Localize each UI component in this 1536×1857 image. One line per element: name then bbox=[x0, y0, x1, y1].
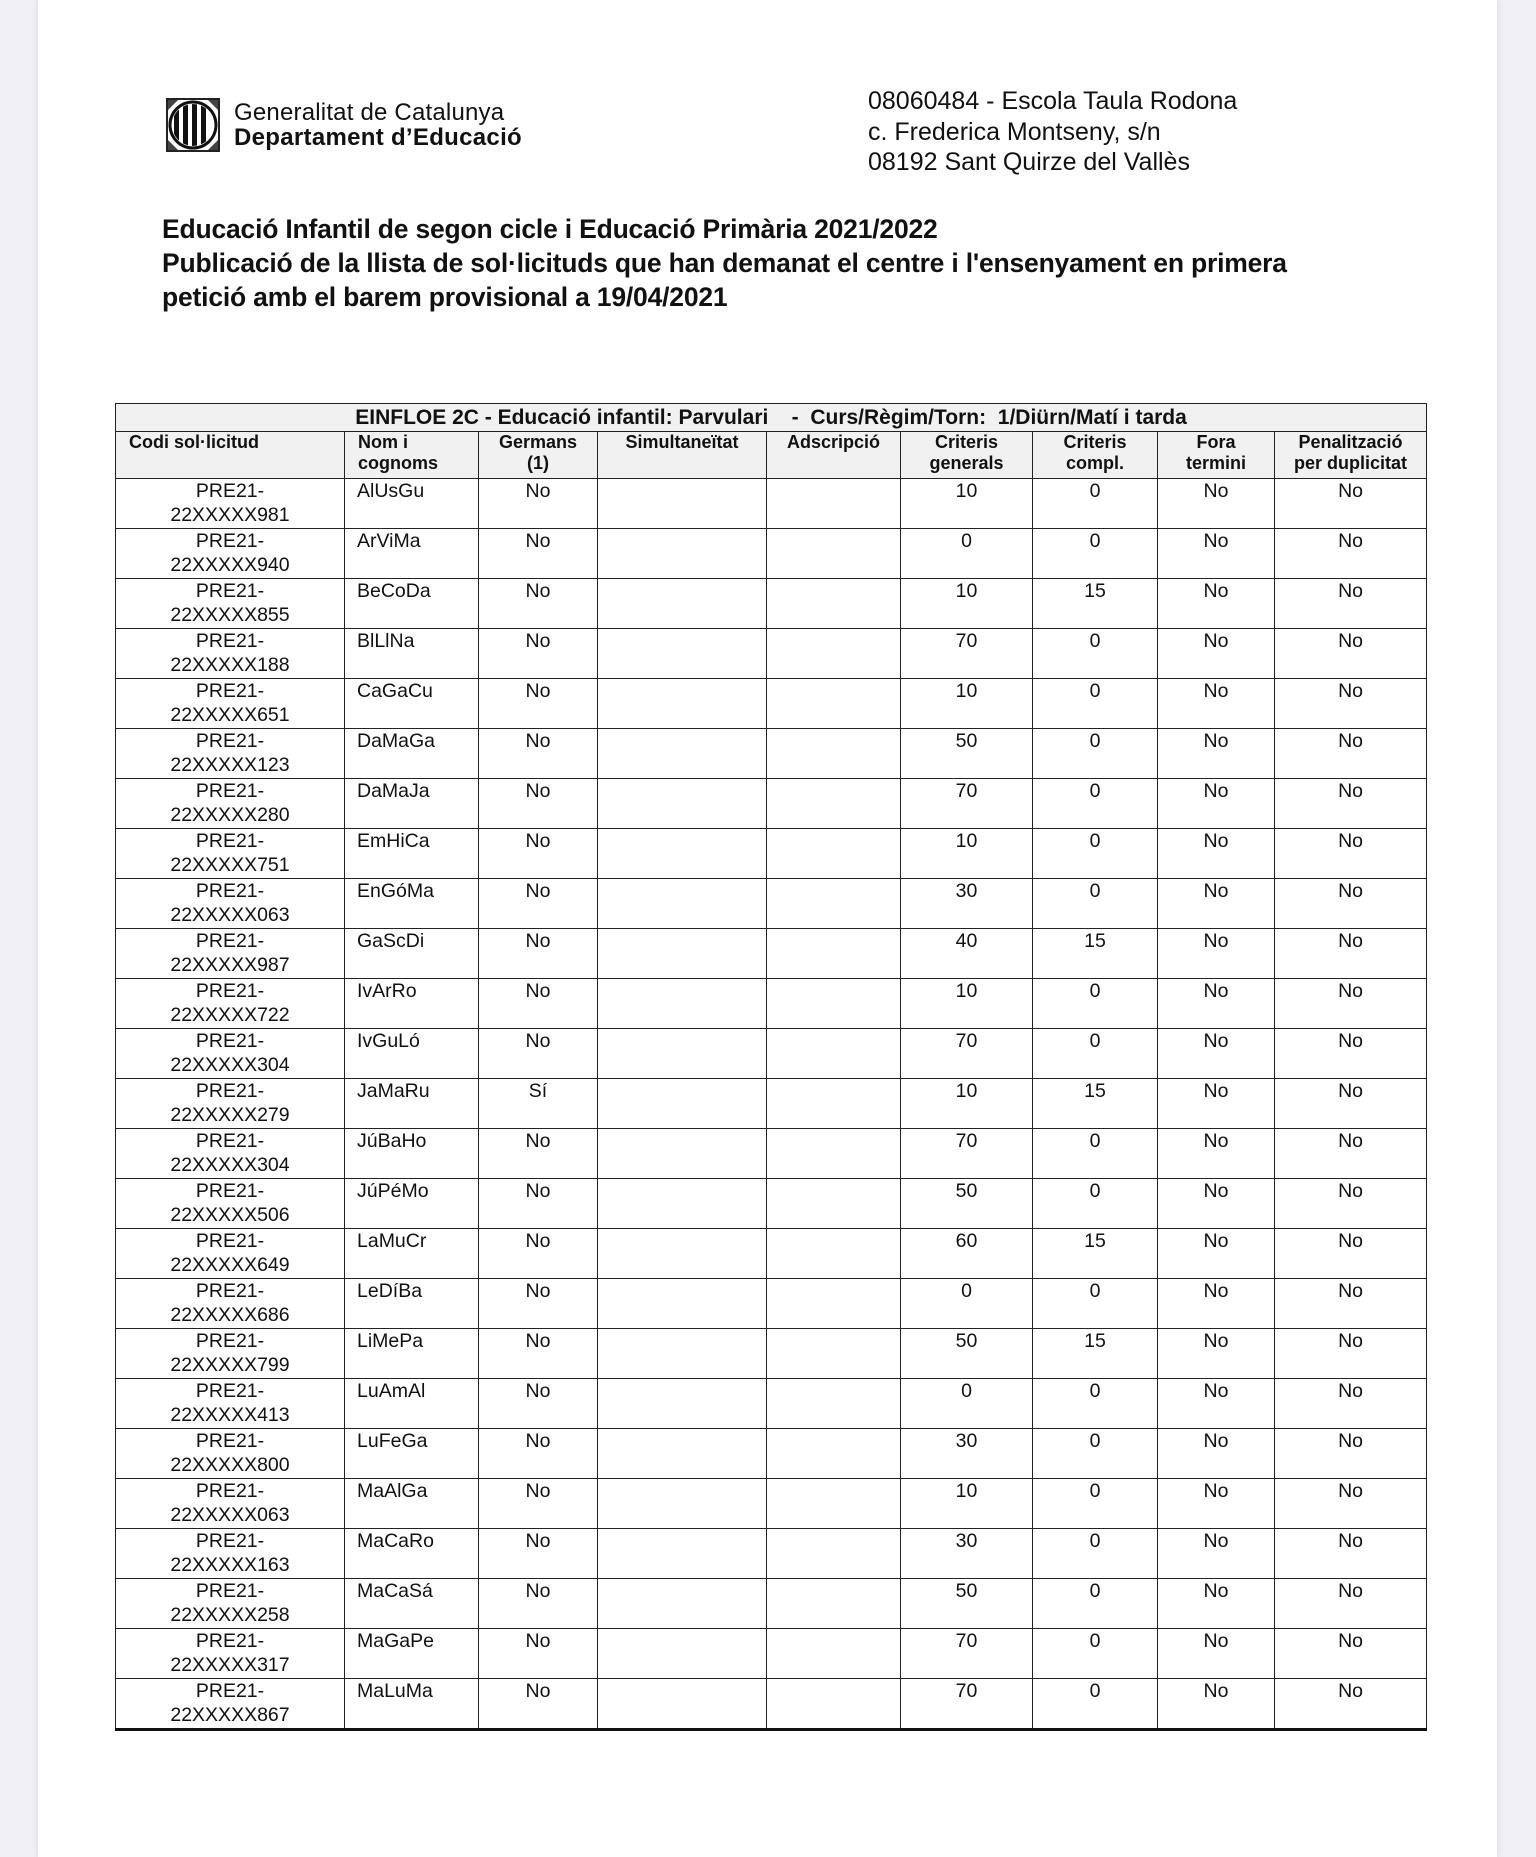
table-row bbox=[116, 629, 1427, 679]
cell-fora-termini: No bbox=[1158, 679, 1275, 729]
cell-codi-solicitud: PRE21- 22XXXXX855 bbox=[116, 579, 345, 629]
cell-codi-solicitud: PRE21- 22XXXXX304 bbox=[116, 1129, 345, 1179]
cell-codi-solicitud: PRE21- 22XXXXX317 bbox=[116, 1629, 345, 1679]
column-header-line2: per duplicitat bbox=[1294, 453, 1408, 473]
cell-fora-termini: No bbox=[1158, 979, 1275, 1029]
column-header bbox=[116, 432, 345, 479]
cell-germans: No bbox=[479, 1629, 598, 1679]
cell-fora-termini: No bbox=[1158, 1079, 1275, 1129]
cell-nom-cognoms: MaGaPe bbox=[345, 1629, 479, 1679]
cell-penalitzacio: No bbox=[1275, 1029, 1427, 1079]
cell-nom-cognoms: GaScDi bbox=[345, 929, 479, 979]
cell-simultaneitat bbox=[598, 1529, 767, 1579]
table-row bbox=[116, 1229, 1427, 1279]
cell-nom-cognoms: IvArRo bbox=[345, 979, 479, 1029]
table-row bbox=[116, 1579, 1427, 1629]
cell-adscripcio bbox=[767, 779, 901, 829]
cell-germans: No bbox=[479, 1379, 598, 1429]
cell-penalitzacio: No bbox=[1275, 979, 1427, 1029]
cell-criteris-generals: 40 bbox=[901, 929, 1033, 979]
cell-codi-solicitud: PRE21- 22XXXXX800 bbox=[116, 1429, 345, 1479]
cell-codi-solicitud: PRE21- 22XXXXX686 bbox=[116, 1279, 345, 1329]
cell-germans: No bbox=[479, 1179, 598, 1229]
cell-criteris-compl: 0 bbox=[1033, 1379, 1158, 1429]
column-header bbox=[598, 432, 767, 479]
column-header-line1: Codi sol·licitud bbox=[129, 432, 259, 452]
cell-nom-cognoms: LaMuCr bbox=[345, 1229, 479, 1279]
cell-germans: No bbox=[479, 1679, 598, 1730]
table-row bbox=[116, 529, 1427, 579]
cell-germans: No bbox=[479, 629, 598, 679]
column-header-line1: Simultaneïtat bbox=[625, 432, 739, 452]
table-row bbox=[116, 1029, 1427, 1079]
cell-fora-termini: No bbox=[1158, 729, 1275, 779]
cell-criteris-generals: 70 bbox=[901, 1629, 1033, 1679]
column-header-line1: Adscripció bbox=[786, 432, 881, 452]
table-row bbox=[116, 979, 1427, 1029]
cell-criteris-generals: 10 bbox=[901, 829, 1033, 879]
cell-simultaneitat bbox=[598, 1179, 767, 1229]
cell-criteris-generals: 10 bbox=[901, 479, 1033, 529]
cell-criteris-compl: 0 bbox=[1033, 829, 1158, 879]
cell-codi-solicitud: PRE21- 22XXXXX940 bbox=[116, 529, 345, 579]
cell-criteris-generals: 70 bbox=[901, 779, 1033, 829]
cell-fora-termini: No bbox=[1158, 779, 1275, 829]
applications-table bbox=[115, 403, 1427, 1731]
cell-codi-solicitud: PRE21- 22XXXXX280 bbox=[116, 779, 345, 829]
cell-penalitzacio: No bbox=[1275, 529, 1427, 579]
cell-penalitzacio: No bbox=[1275, 729, 1427, 779]
cell-nom-cognoms: CaGaCu bbox=[345, 679, 479, 729]
table-row bbox=[116, 1079, 1427, 1129]
cell-adscripcio bbox=[767, 1679, 901, 1730]
cell-fora-termini: No bbox=[1158, 1229, 1275, 1279]
cell-criteris-compl: 0 bbox=[1033, 1279, 1158, 1329]
document-title bbox=[162, 212, 1462, 314]
column-header-line1: Penalització bbox=[1298, 432, 1403, 452]
cell-fora-termini: No bbox=[1158, 1279, 1275, 1329]
cell-criteris-compl: 15 bbox=[1033, 579, 1158, 629]
cell-adscripcio bbox=[767, 979, 901, 1029]
cell-germans: No bbox=[479, 1279, 598, 1329]
cell-fora-termini: No bbox=[1158, 929, 1275, 979]
cell-criteris-compl: 0 bbox=[1033, 1679, 1158, 1730]
cell-adscripcio bbox=[767, 1279, 901, 1329]
cell-criteris-generals: 70 bbox=[901, 629, 1033, 679]
cell-penalitzacio: No bbox=[1275, 879, 1427, 929]
cell-nom-cognoms: LiMePa bbox=[345, 1329, 479, 1379]
cell-codi-solicitud: PRE21- 22XXXXX751 bbox=[116, 829, 345, 879]
cell-nom-cognoms: LuAmAl bbox=[345, 1379, 479, 1429]
cell-adscripcio bbox=[767, 729, 901, 779]
cell-criteris-compl: 0 bbox=[1033, 1179, 1158, 1229]
cell-criteris-generals: 70 bbox=[901, 1129, 1033, 1179]
cell-germans: No bbox=[479, 1479, 598, 1529]
cell-criteris-compl: 0 bbox=[1033, 529, 1158, 579]
cell-adscripcio bbox=[767, 529, 901, 579]
cell-fora-termini: No bbox=[1158, 1129, 1275, 1179]
cell-germans: No bbox=[479, 1529, 598, 1579]
cell-criteris-generals: 10 bbox=[901, 1079, 1033, 1129]
table-row bbox=[116, 1379, 1427, 1429]
cell-criteris-generals: 50 bbox=[901, 1579, 1033, 1629]
cell-simultaneitat bbox=[598, 1079, 767, 1129]
cell-penalitzacio: No bbox=[1275, 1529, 1427, 1579]
table-row bbox=[116, 1679, 1427, 1730]
cell-germans: No bbox=[479, 1229, 598, 1279]
school-street: c. Frederica Montseny, s/n bbox=[868, 117, 1161, 146]
table-row bbox=[116, 1179, 1427, 1229]
cell-criteris-generals: 10 bbox=[901, 979, 1033, 1029]
cell-criteris-generals: 70 bbox=[901, 1029, 1033, 1079]
cell-criteris-compl: 0 bbox=[1033, 629, 1158, 679]
cell-penalitzacio: No bbox=[1275, 1079, 1427, 1129]
school-city: 08192 Sant Quirze del Vallès bbox=[868, 148, 1190, 176]
cell-penalitzacio: No bbox=[1275, 1629, 1427, 1679]
logo-org-name: Generalitat de Catalunya bbox=[234, 99, 505, 126]
cell-germans: No bbox=[479, 729, 598, 779]
cell-criteris-compl: 0 bbox=[1033, 979, 1158, 1029]
cell-adscripcio bbox=[767, 1629, 901, 1679]
cell-germans: No bbox=[479, 529, 598, 579]
cell-penalitzacio: No bbox=[1275, 1329, 1427, 1379]
cell-simultaneitat bbox=[598, 1479, 767, 1529]
column-header bbox=[1158, 432, 1275, 479]
cell-germans: Sí bbox=[479, 1079, 598, 1129]
cell-adscripcio bbox=[767, 1129, 901, 1179]
cell-codi-solicitud: PRE21- 22XXXXX651 bbox=[116, 679, 345, 729]
title-line-1: Educació Infantil de segon cicle i Educació Primària 2021/2022 bbox=[162, 214, 938, 244]
cell-germans: No bbox=[479, 1129, 598, 1179]
table-row bbox=[116, 1629, 1427, 1679]
cell-codi-solicitud: PRE21- 22XXXXX163 bbox=[116, 1529, 345, 1579]
cell-penalitzacio: No bbox=[1275, 1179, 1427, 1229]
cell-criteris-generals: 10 bbox=[901, 679, 1033, 729]
cell-germans: No bbox=[479, 579, 598, 629]
cell-fora-termini: No bbox=[1158, 529, 1275, 579]
cell-germans: No bbox=[479, 1029, 598, 1079]
column-header bbox=[1275, 432, 1427, 479]
cell-nom-cognoms: DaMaGa bbox=[345, 729, 479, 779]
cell-simultaneitat bbox=[598, 679, 767, 729]
cell-simultaneitat bbox=[598, 529, 767, 579]
cell-codi-solicitud: PRE21- 22XXXXX188 bbox=[116, 629, 345, 679]
cell-adscripcio bbox=[767, 1429, 901, 1479]
cell-nom-cognoms: EmHiCa bbox=[345, 829, 479, 879]
cell-nom-cognoms: MaLuMa bbox=[345, 1679, 479, 1730]
cell-simultaneitat bbox=[598, 1229, 767, 1279]
column-header-line1: Germans bbox=[498, 432, 578, 452]
cell-simultaneitat bbox=[598, 829, 767, 879]
column-header-line1: Criteris bbox=[1063, 432, 1127, 452]
cell-simultaneitat bbox=[598, 1579, 767, 1629]
column-header-line1: Nom i bbox=[358, 432, 409, 452]
table-row bbox=[116, 579, 1427, 629]
cell-simultaneitat bbox=[598, 1379, 767, 1429]
cell-penalitzacio: No bbox=[1275, 1279, 1427, 1329]
title-line-2: Publicació de la llista de sol·licituds que han demanat el centre i l'ensenyament en primera bbox=[162, 248, 1287, 278]
cell-adscripcio bbox=[767, 1229, 901, 1279]
column-header bbox=[1033, 432, 1158, 479]
title-line-3: petició amb el barem provisional a 19/04/2021 bbox=[162, 282, 728, 312]
cell-fora-termini: No bbox=[1158, 1179, 1275, 1229]
table-row bbox=[116, 679, 1427, 729]
cell-adscripcio bbox=[767, 479, 901, 529]
cell-adscripcio bbox=[767, 1529, 901, 1579]
column-header-line2: cognoms bbox=[358, 453, 439, 473]
cell-penalitzacio: No bbox=[1275, 829, 1427, 879]
cell-adscripcio bbox=[767, 1329, 901, 1379]
cell-simultaneitat bbox=[598, 579, 767, 629]
generalitat-logo bbox=[166, 98, 522, 152]
cell-simultaneitat bbox=[598, 879, 767, 929]
cell-criteris-generals: 30 bbox=[901, 1429, 1033, 1479]
cell-penalitzacio: No bbox=[1275, 779, 1427, 829]
cell-codi-solicitud: PRE21- 22XXXXX304 bbox=[116, 1029, 345, 1079]
cell-simultaneitat bbox=[598, 1029, 767, 1079]
cell-criteris-compl: 0 bbox=[1033, 1029, 1158, 1079]
cell-fora-termini: No bbox=[1158, 829, 1275, 879]
table-title: EINFLOE 2C - Educació infantil: Parvulari - Curs/Règim/Torn: 1/Diürn/Matí i tarda bbox=[116, 404, 1427, 432]
cell-adscripcio bbox=[767, 1579, 901, 1629]
cell-criteris-generals: 50 bbox=[901, 1329, 1033, 1379]
cell-fora-termini: No bbox=[1158, 1379, 1275, 1429]
cell-criteris-compl: 0 bbox=[1033, 1629, 1158, 1679]
school-address bbox=[868, 86, 1237, 178]
cell-penalitzacio: No bbox=[1275, 1579, 1427, 1629]
cell-simultaneitat bbox=[598, 1679, 767, 1730]
column-header-line2: (1) bbox=[527, 453, 549, 473]
cell-simultaneitat bbox=[598, 929, 767, 979]
cell-adscripcio bbox=[767, 1029, 901, 1079]
cell-fora-termini: No bbox=[1158, 1479, 1275, 1529]
cell-adscripcio bbox=[767, 679, 901, 729]
cell-codi-solicitud: PRE21- 22XXXXX506 bbox=[116, 1179, 345, 1229]
cell-nom-cognoms: BlLlNa bbox=[345, 629, 479, 679]
cell-criteris-compl: 0 bbox=[1033, 1579, 1158, 1629]
cell-adscripcio bbox=[767, 879, 901, 929]
cell-penalitzacio: No bbox=[1275, 1379, 1427, 1429]
logo-department-name: Departament d’Educació bbox=[234, 124, 523, 151]
cell-simultaneitat bbox=[598, 1429, 767, 1479]
cell-simultaneitat bbox=[598, 979, 767, 1029]
cell-criteris-compl: 0 bbox=[1033, 1129, 1158, 1179]
cell-adscripcio bbox=[767, 579, 901, 629]
cell-nom-cognoms: MaAlGa bbox=[345, 1479, 479, 1529]
cell-criteris-generals: 10 bbox=[901, 1479, 1033, 1529]
column-header-line2: termini bbox=[1185, 453, 1246, 473]
cell-adscripcio bbox=[767, 1179, 901, 1229]
cell-nom-cognoms: DaMaJa bbox=[345, 779, 479, 829]
column-header-line2: compl. bbox=[1065, 453, 1124, 473]
table-row bbox=[116, 729, 1427, 779]
cell-penalitzacio: No bbox=[1275, 1129, 1427, 1179]
cell-codi-solicitud: PRE21- 22XXXXX413 bbox=[116, 1379, 345, 1429]
cell-penalitzacio: No bbox=[1275, 479, 1427, 529]
cell-criteris-compl: 0 bbox=[1033, 1479, 1158, 1529]
cell-codi-solicitud: PRE21- 22XXXXX258 bbox=[116, 1579, 345, 1629]
cell-criteris-generals: 70 bbox=[901, 1679, 1033, 1730]
cell-fora-termini: No bbox=[1158, 479, 1275, 529]
cell-fora-termini: No bbox=[1158, 1579, 1275, 1629]
column-header bbox=[345, 432, 479, 479]
cell-germans: No bbox=[479, 879, 598, 929]
cell-penalitzacio: No bbox=[1275, 929, 1427, 979]
column-header bbox=[767, 432, 901, 479]
cell-simultaneitat bbox=[598, 1129, 767, 1179]
cell-criteris-compl: 15 bbox=[1033, 1229, 1158, 1279]
table-row bbox=[116, 879, 1427, 929]
cell-germans: No bbox=[479, 829, 598, 879]
cell-fora-termini: No bbox=[1158, 629, 1275, 679]
cell-simultaneitat bbox=[598, 629, 767, 679]
cell-codi-solicitud: PRE21- 22XXXXX063 bbox=[116, 879, 345, 929]
cell-simultaneitat bbox=[598, 1279, 767, 1329]
cell-codi-solicitud: PRE21- 22XXXXX799 bbox=[116, 1329, 345, 1379]
cell-codi-solicitud: PRE21- 22XXXXX063 bbox=[116, 1479, 345, 1529]
cell-penalitzacio: No bbox=[1275, 579, 1427, 629]
cell-fora-termini: No bbox=[1158, 1679, 1275, 1730]
table-row bbox=[116, 829, 1427, 879]
cell-penalitzacio: No bbox=[1275, 1479, 1427, 1529]
cell-nom-cognoms: ArViMa bbox=[345, 529, 479, 579]
cell-fora-termini: No bbox=[1158, 1029, 1275, 1079]
cell-nom-cognoms: JaMaRu bbox=[345, 1079, 479, 1129]
cell-criteris-compl: 15 bbox=[1033, 1329, 1158, 1379]
cell-germans: No bbox=[479, 1429, 598, 1479]
cell-fora-termini: No bbox=[1158, 1429, 1275, 1479]
column-header bbox=[901, 432, 1033, 479]
table-row bbox=[116, 1529, 1427, 1579]
cell-germans: No bbox=[479, 479, 598, 529]
cell-simultaneitat bbox=[598, 779, 767, 829]
cell-codi-solicitud: PRE21- 22XXXXX649 bbox=[116, 1229, 345, 1279]
cell-germans: No bbox=[479, 779, 598, 829]
generalitat-coat-of-arms-icon bbox=[166, 98, 220, 152]
cell-codi-solicitud: PRE21- 22XXXXX722 bbox=[116, 979, 345, 1029]
table-row bbox=[116, 1129, 1427, 1179]
cell-penalitzacio: No bbox=[1275, 1229, 1427, 1279]
table-row bbox=[116, 929, 1427, 979]
cell-penalitzacio: No bbox=[1275, 1679, 1427, 1730]
table-row bbox=[116, 1279, 1427, 1329]
cell-codi-solicitud: PRE21- 22XXXXX123 bbox=[116, 729, 345, 779]
cell-criteris-generals: 50 bbox=[901, 729, 1033, 779]
cell-nom-cognoms: MaCaSá bbox=[345, 1579, 479, 1629]
cell-adscripcio bbox=[767, 1079, 901, 1129]
table-row bbox=[116, 1429, 1427, 1479]
cell-adscripcio bbox=[767, 1479, 901, 1529]
cell-penalitzacio: No bbox=[1275, 629, 1427, 679]
cell-simultaneitat bbox=[598, 1329, 767, 1379]
cell-criteris-compl: 0 bbox=[1033, 879, 1158, 929]
cell-penalitzacio: No bbox=[1275, 1429, 1427, 1479]
cell-fora-termini: No bbox=[1158, 1629, 1275, 1679]
cell-criteris-generals: 10 bbox=[901, 579, 1033, 629]
school-name: 08060484 - Escola Taula Rodona bbox=[868, 87, 1238, 115]
column-header-line1: Fora bbox=[1196, 432, 1236, 452]
cell-criteris-compl: 15 bbox=[1033, 929, 1158, 979]
cell-criteris-compl: 0 bbox=[1033, 479, 1158, 529]
cell-criteris-compl: 0 bbox=[1033, 779, 1158, 829]
cell-nom-cognoms: AlUsGu bbox=[345, 479, 479, 529]
cell-nom-cognoms: IvGuLó bbox=[345, 1029, 479, 1079]
table-row bbox=[116, 779, 1427, 829]
cell-criteris-compl: 0 bbox=[1033, 729, 1158, 779]
cell-codi-solicitud: PRE21- 22XXXXX981 bbox=[116, 479, 345, 529]
cell-codi-solicitud: PRE21- 22XXXXX279 bbox=[116, 1079, 345, 1129]
cell-nom-cognoms: EnGóMa bbox=[345, 879, 479, 929]
cell-adscripcio bbox=[767, 929, 901, 979]
cell-nom-cognoms: JúBaHo bbox=[345, 1129, 479, 1179]
cell-germans: No bbox=[479, 1579, 598, 1629]
cell-nom-cognoms: LuFeGa bbox=[345, 1429, 479, 1479]
cell-germans: No bbox=[479, 929, 598, 979]
cell-nom-cognoms: MaCaRo bbox=[345, 1529, 479, 1579]
cell-criteris-generals: 0 bbox=[901, 529, 1033, 579]
cell-criteris-generals: 50 bbox=[901, 1179, 1033, 1229]
cell-adscripcio bbox=[767, 1379, 901, 1429]
cell-germans: No bbox=[479, 979, 598, 1029]
table-row bbox=[116, 1329, 1427, 1379]
cell-codi-solicitud: PRE21- 22XXXXX867 bbox=[116, 1679, 345, 1730]
cell-criteris-compl: 0 bbox=[1033, 1429, 1158, 1479]
table-row bbox=[116, 1479, 1427, 1529]
column-header-line2: generals bbox=[929, 453, 1004, 473]
cell-criteris-compl: 0 bbox=[1033, 1529, 1158, 1579]
cell-criteris-compl: 0 bbox=[1033, 679, 1158, 729]
cell-germans: No bbox=[479, 679, 598, 729]
cell-criteris-generals: 0 bbox=[901, 1379, 1033, 1429]
cell-fora-termini: No bbox=[1158, 879, 1275, 929]
column-header-line1: Criteris bbox=[934, 432, 999, 452]
cell-criteris-generals: 60 bbox=[901, 1229, 1033, 1279]
cell-criteris-generals: 0 bbox=[901, 1279, 1033, 1329]
table-row bbox=[116, 479, 1427, 529]
cell-criteris-compl: 15 bbox=[1033, 1079, 1158, 1129]
cell-simultaneitat bbox=[598, 729, 767, 779]
cell-nom-cognoms: BeCoDa bbox=[345, 579, 479, 629]
cell-penalitzacio: No bbox=[1275, 679, 1427, 729]
cell-adscripcio bbox=[767, 829, 901, 879]
column-header bbox=[479, 432, 598, 479]
cell-fora-termini: No bbox=[1158, 579, 1275, 629]
cell-nom-cognoms: JúPéMo bbox=[345, 1179, 479, 1229]
cell-fora-termini: No bbox=[1158, 1529, 1275, 1579]
cell-simultaneitat bbox=[598, 1629, 767, 1679]
cell-criteris-generals: 30 bbox=[901, 879, 1033, 929]
cell-fora-termini: No bbox=[1158, 1329, 1275, 1379]
cell-simultaneitat bbox=[598, 479, 767, 529]
cell-adscripcio bbox=[767, 629, 901, 679]
cell-germans: No bbox=[479, 1329, 598, 1379]
cell-criteris-generals: 30 bbox=[901, 1529, 1033, 1579]
cell-codi-solicitud: PRE21- 22XXXXX987 bbox=[116, 929, 345, 979]
cell-nom-cognoms: LeDíBa bbox=[345, 1279, 479, 1329]
